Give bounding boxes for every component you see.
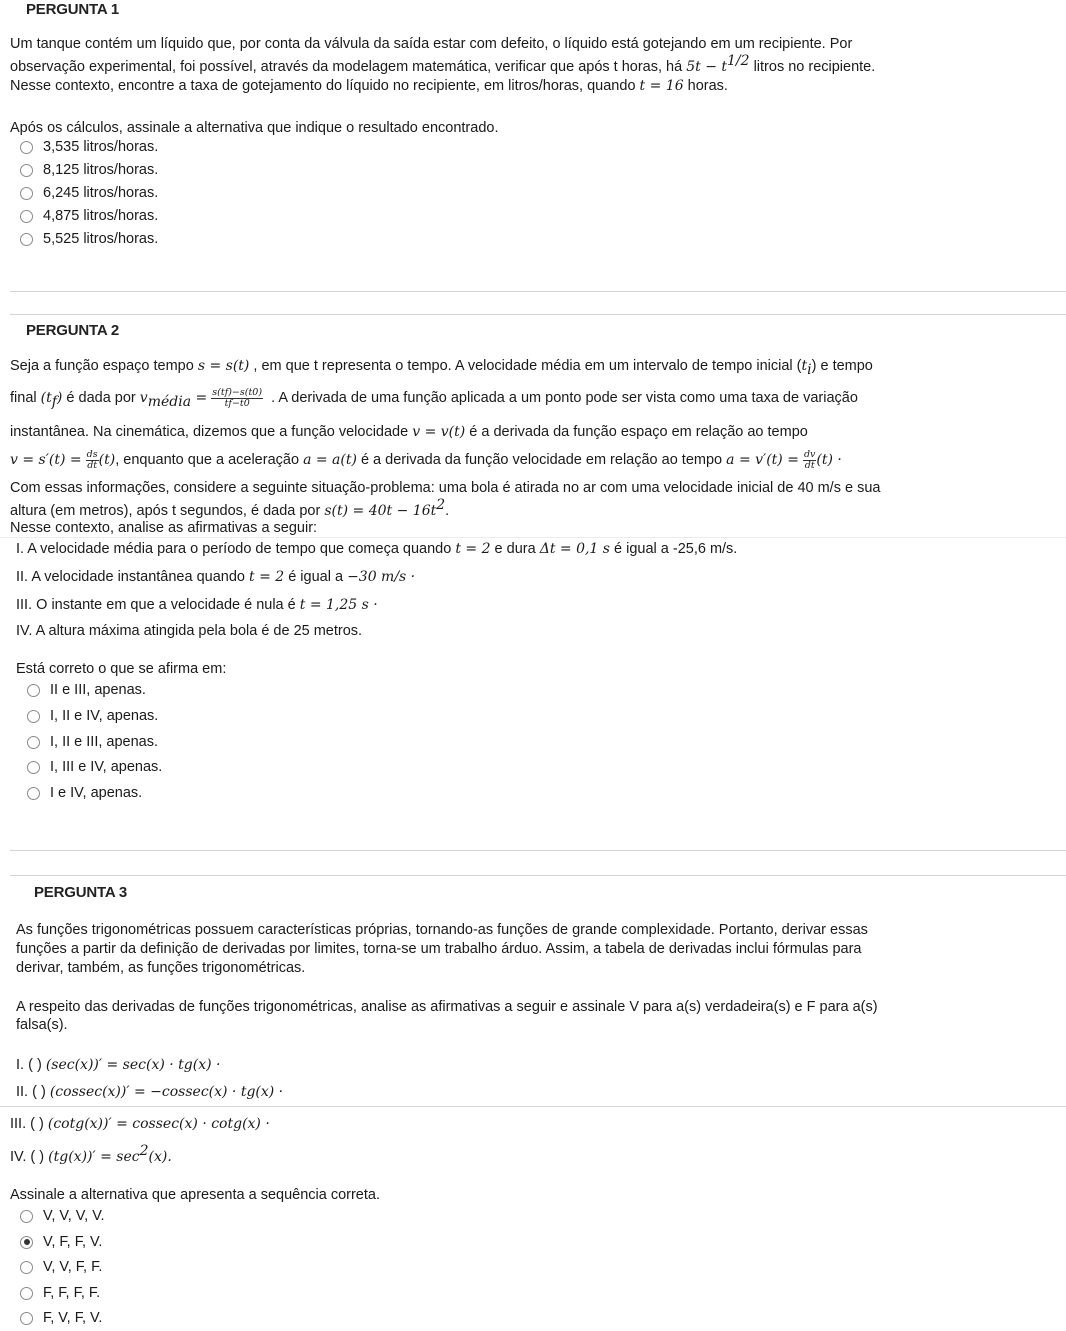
q3-paragraph-line: A respeito das derivadas de funções trigonométricas, analise as afirmativas a seguir e assinale V para a(s) verdadeira(s) e F para a(s) [16,999,878,1015]
q2-statement-II: II. A velocidade instantânea quando t = 2 é igual a −30 m/s · [16,569,416,585]
q2-statement-line: v = s′(t) = $\frac{ds}{dt}$ (t), enquanto que a aceleração a = a(t) é a derivada da função velocidade em relação ao tempo a = v′(t) = $\frac{dv}{dt}$ (t) · [10,448,842,471]
divider [0,1106,1066,1107]
q2-statement-line: Seja a função espaço tempo s = s(t) , em que t representa o tempo. A velocidade média em um intervalo de tempo inicial $(t_i)$ e tempo [10,358,873,378]
radio-button[interactable] [27,684,40,697]
q2-prompt: Está correto o que se afirma em: [16,661,227,677]
q2-option[interactable]: I, II e III, apenas. [27,732,158,752]
radio-button[interactable] [20,210,33,223]
divider [10,875,1066,876]
q2-statement-line: Com essas informações, considere a seguinte situação-problema: uma bola é atirada no ar com uma velocidade inicial de 40 m/s e sua [10,480,881,496]
q3-option[interactable]: V, F, F, V. [20,1232,102,1252]
question-2-title: PERGUNTA 2 [26,322,120,339]
radio-button[interactable] [20,164,33,177]
radio-button[interactable] [27,736,40,749]
q2-statement-III: III. O instante em que a velocidade é nula é t = 1,25 s · [16,597,378,613]
q1-statement-line: observação experimental, foi possível, através da modelagem matemática, verificar que após t horas, há $5t - t^{1/2}$ litros no recipiente. [10,53,876,75]
divider [10,291,1066,292]
radio-button[interactable] [27,761,40,774]
radio-button[interactable] [20,1312,33,1325]
q2-option[interactable]: I e IV, apenas. [27,783,142,803]
q1-statement-line: Um tanque contém um líquido que, por conta da válvula da saída estar com defeito, o líquido está gotejando em um recipiente. Por [10,36,853,52]
divider [0,537,1066,538]
q2-statement-line: Nesse contexto, analise as afirmativas a seguir: [10,520,318,536]
q3-option[interactable]: F, V, F, V. [20,1308,102,1328]
radio-button[interactable] [20,187,33,200]
divider [10,850,1066,851]
q3-item-I: I. ( ) (sec(x))′ = sec(x) · tg(x) · [16,1057,221,1073]
question-1-title: PERGUNTA 1 [26,1,120,18]
q2-statement-line: altura (em metros), após t segundos, é dada por $s(t) = 40t - 16t^2$. [10,497,450,519]
q3-option[interactable]: V, V, F, F. [20,1257,102,1277]
radio-button[interactable] [20,1210,33,1223]
radio-button[interactable] [20,141,33,154]
average-velocity-fraction: $\frac{s(tf)-s(t0)}{tf-t0}$ [212,386,263,409]
q3-option[interactable]: V, V, V, V. [20,1206,105,1226]
radio-button[interactable] [20,1261,33,1274]
q2-statement-I: I. A velocidade média para o período de tempo que começa quando t = 2 e dura Δt = 0,1 s é igual a -25,6 m/s. [16,541,738,557]
radio-button-selected[interactable] [20,1236,33,1249]
q3-option[interactable]: F, F, F, F. [20,1283,100,1303]
q3-paragraph-line: falsa(s). [16,1017,68,1033]
q1-prompt: Após os cálculos, assinale a alternativa que indique o resultado encontrado. [10,120,499,136]
q1-option[interactable]: 4,875 litros/horas. [20,206,158,226]
radio-button[interactable] [27,710,40,723]
q3-paragraph-line: derivar, também, as funções trigonométricas. [16,960,306,976]
q2-statement-line: instantânea. Na cinemática, dizemos que a função velocidade v = v(t) é a derivada da função espaço em relação ao tempo [10,424,808,440]
q2-statement-line: final $(t_f)$ é dada por $v_{média}$ = $\frac{s(tf)-s(t0)}{tf-t0}$ . A derivada de uma função aplicada a um ponto pode ser vista como uma taxa de variação [10,386,858,410]
q1-option[interactable]: 3,535 litros/horas. [20,137,158,157]
radio-button[interactable] [27,787,40,800]
q1-statement-line: Nesse contexto, encontre a taxa de gotejamento do líquido no recipiente, em litros/horas, quando t = 16 horas. [10,78,728,94]
q3-paragraph-line: As funções trigonométricas possuem características próprias, tornando-as funções de grande complexidade. Portanto, derivar essas [16,922,868,938]
radio-button[interactable] [20,233,33,246]
q2-option[interactable]: II e III, apenas. [27,680,146,700]
question-3-title: PERGUNTA 3 [34,884,128,901]
q3-paragraph-line: funções a partir da definição de derivadas por limites, torna-se um trabalho árduo. Assim, a tabela de derivadas inclui fórmulas para [16,941,862,957]
q3-item-II: II. ( ) (cossec(x))′ = −cossec(x) · tg(x) · [16,1084,284,1100]
q2-option[interactable]: I, III e IV, apenas. [27,757,162,777]
radio-button[interactable] [20,1287,33,1300]
q2-option[interactable]: I, II e IV, apenas. [27,706,158,726]
q2-statement-IV: IV. A altura máxima atingida pela bola é de 25 metros. [16,623,363,639]
divider [10,314,1066,315]
q1-option[interactable]: 6,245 litros/horas. [20,183,158,203]
q1-option[interactable]: 8,125 litros/horas. [20,160,158,180]
q1-option[interactable]: 5,525 litros/horas. [20,229,158,249]
q3-prompt: Assinale a alternativa que apresenta a sequência correta. [10,1187,380,1203]
q3-item-III: III. ( ) (cotg(x))′ = cossec(x) · cotg(x) · [10,1116,270,1132]
q3-item-IV: IV. ( ) $(tg(x))' = \sec^2(x)$. [10,1143,172,1165]
